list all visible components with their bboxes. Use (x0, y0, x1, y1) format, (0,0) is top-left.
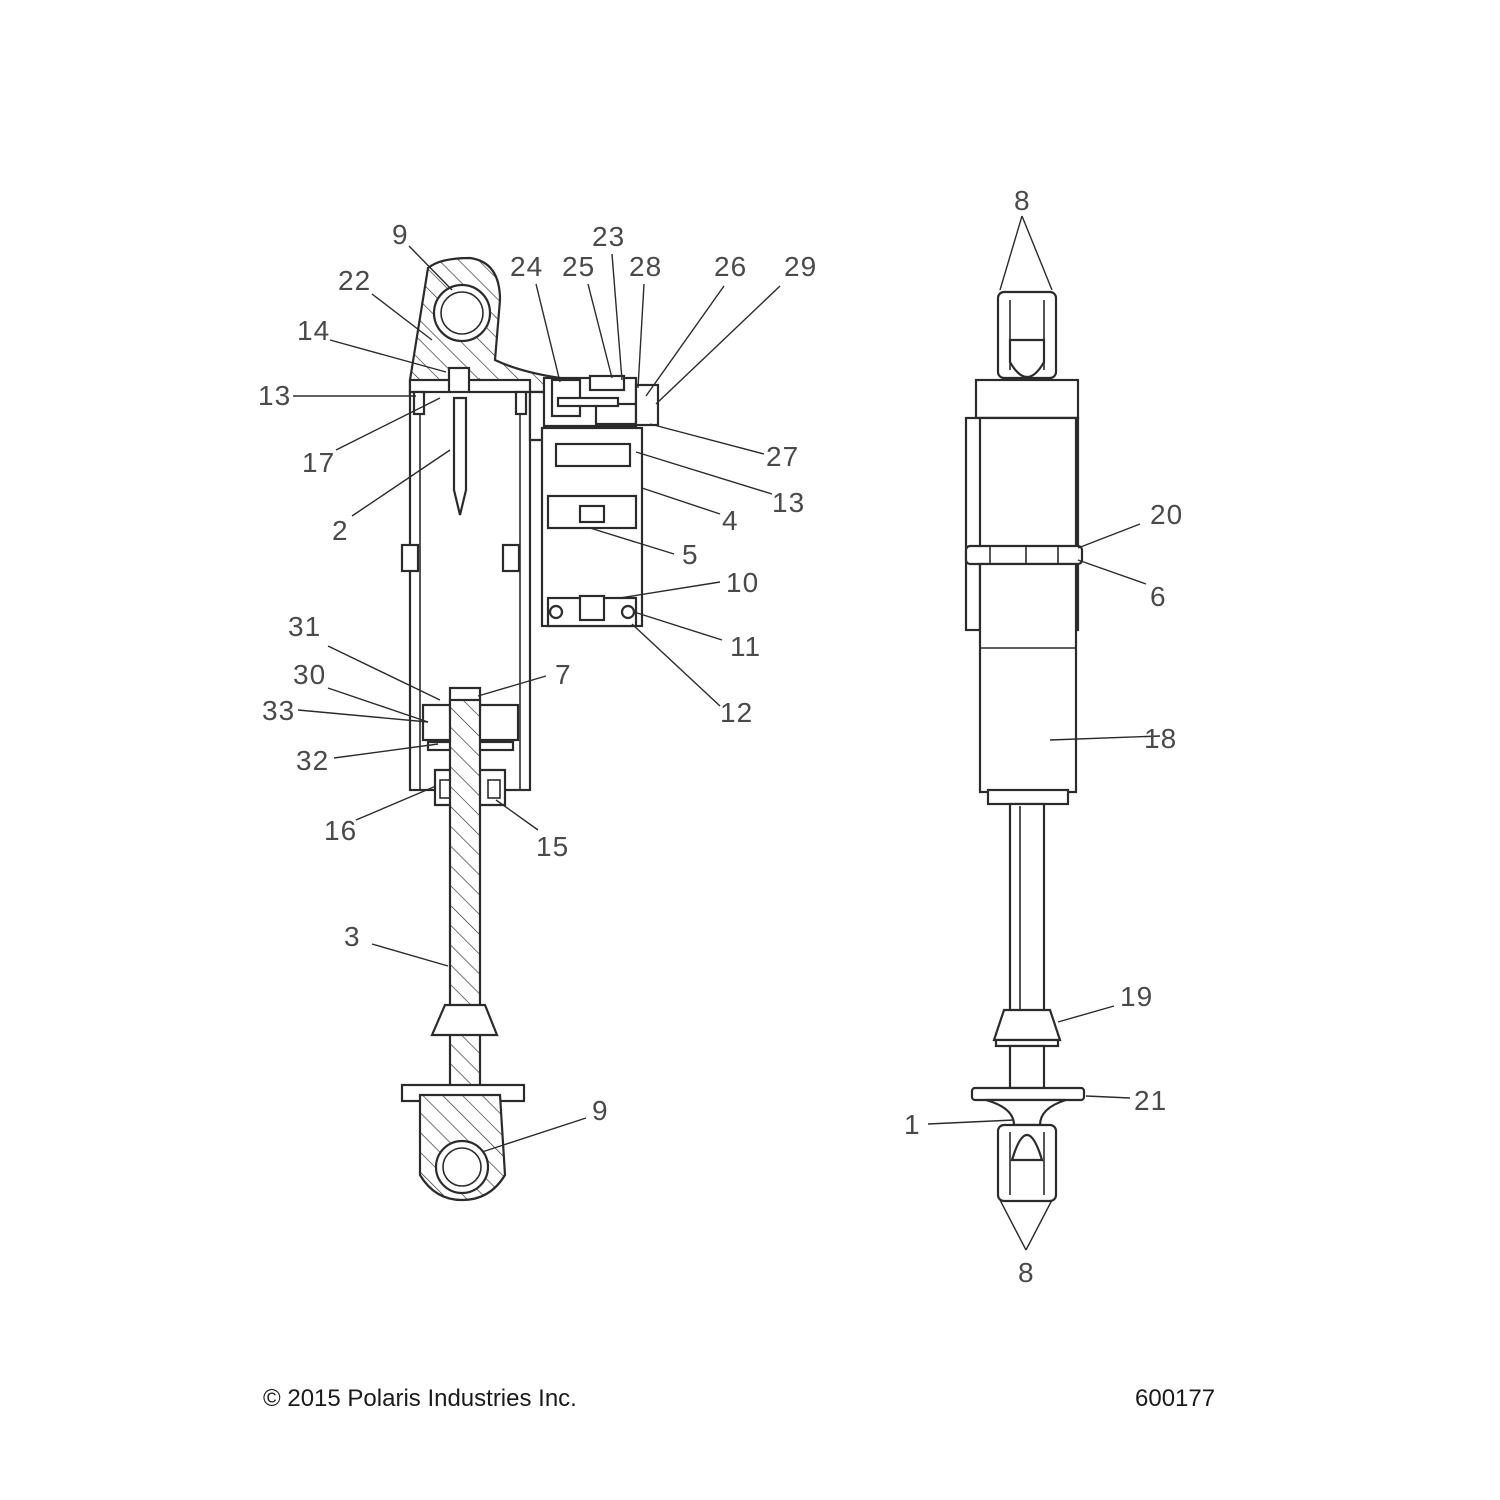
cross-section-view (402, 258, 658, 1200)
callout-1: 1 (904, 1109, 921, 1140)
lower-retainer-exterior (972, 1088, 1084, 1100)
callout-9-top: 9 (392, 219, 409, 250)
inner-needle (454, 398, 466, 515)
callout-16: 16 (324, 815, 358, 846)
callout-9-bottom: 9 (592, 1095, 609, 1126)
top-cap-exterior (976, 380, 1078, 418)
callout-8-bottom: 8 (1018, 1257, 1035, 1288)
callout-24: 24 (510, 251, 544, 282)
top-eyelet-bushing (434, 285, 490, 341)
callout-30: 30 (293, 659, 327, 690)
callout-29: 29 (784, 251, 818, 282)
callout-19: 19 (1120, 981, 1154, 1012)
callout-32: 32 (296, 745, 330, 776)
drawing-number: 600177 (1135, 1385, 1216, 1412)
exterior-view (966, 292, 1084, 1201)
spring-collar (966, 546, 1082, 564)
bump-stop (432, 1005, 497, 1035)
callout-18: 18 (1144, 723, 1178, 754)
callout-10: 10 (726, 567, 760, 598)
callout-2: 2 (332, 515, 349, 546)
bump-stop-exterior (994, 1010, 1060, 1040)
callout-23: 23 (592, 221, 626, 252)
callout-4: 4 (722, 505, 739, 536)
callout-8-top: 8 (1014, 185, 1031, 216)
callout-20: 20 (1150, 499, 1184, 530)
reservoir-endcap-top (556, 444, 630, 466)
callout-33: 33 (262, 695, 296, 726)
callout-27: 27 (766, 441, 800, 472)
body-exterior (980, 564, 1076, 792)
callout-21: 21 (1134, 1085, 1168, 1116)
callout-11: 11 (730, 631, 762, 662)
shaft-exterior (1010, 804, 1044, 1040)
callout-25: 25 (562, 251, 596, 282)
callout-5: 5 (682, 539, 699, 570)
callout-22: 22 (338, 265, 372, 296)
adjuster-knob (636, 385, 658, 425)
copyright-notice: © 2015 Polaris Industries Inc. (263, 1385, 577, 1412)
callout-31: 31 (288, 611, 322, 642)
piston-shaft (450, 700, 480, 1120)
callout-12: 12 (720, 697, 754, 728)
callout-13-right: 13 (772, 487, 806, 518)
callout-13-left: 13 (258, 380, 292, 411)
callout-28: 28 (629, 251, 663, 282)
callout-17: 17 (302, 447, 336, 478)
callout-14: 14 (297, 315, 331, 346)
callout-3: 3 (344, 921, 361, 952)
callout-15: 15 (536, 831, 570, 862)
callout-6: 6 (1150, 581, 1167, 612)
callout-7: 7 (555, 659, 572, 690)
callout-26: 26 (714, 251, 748, 282)
